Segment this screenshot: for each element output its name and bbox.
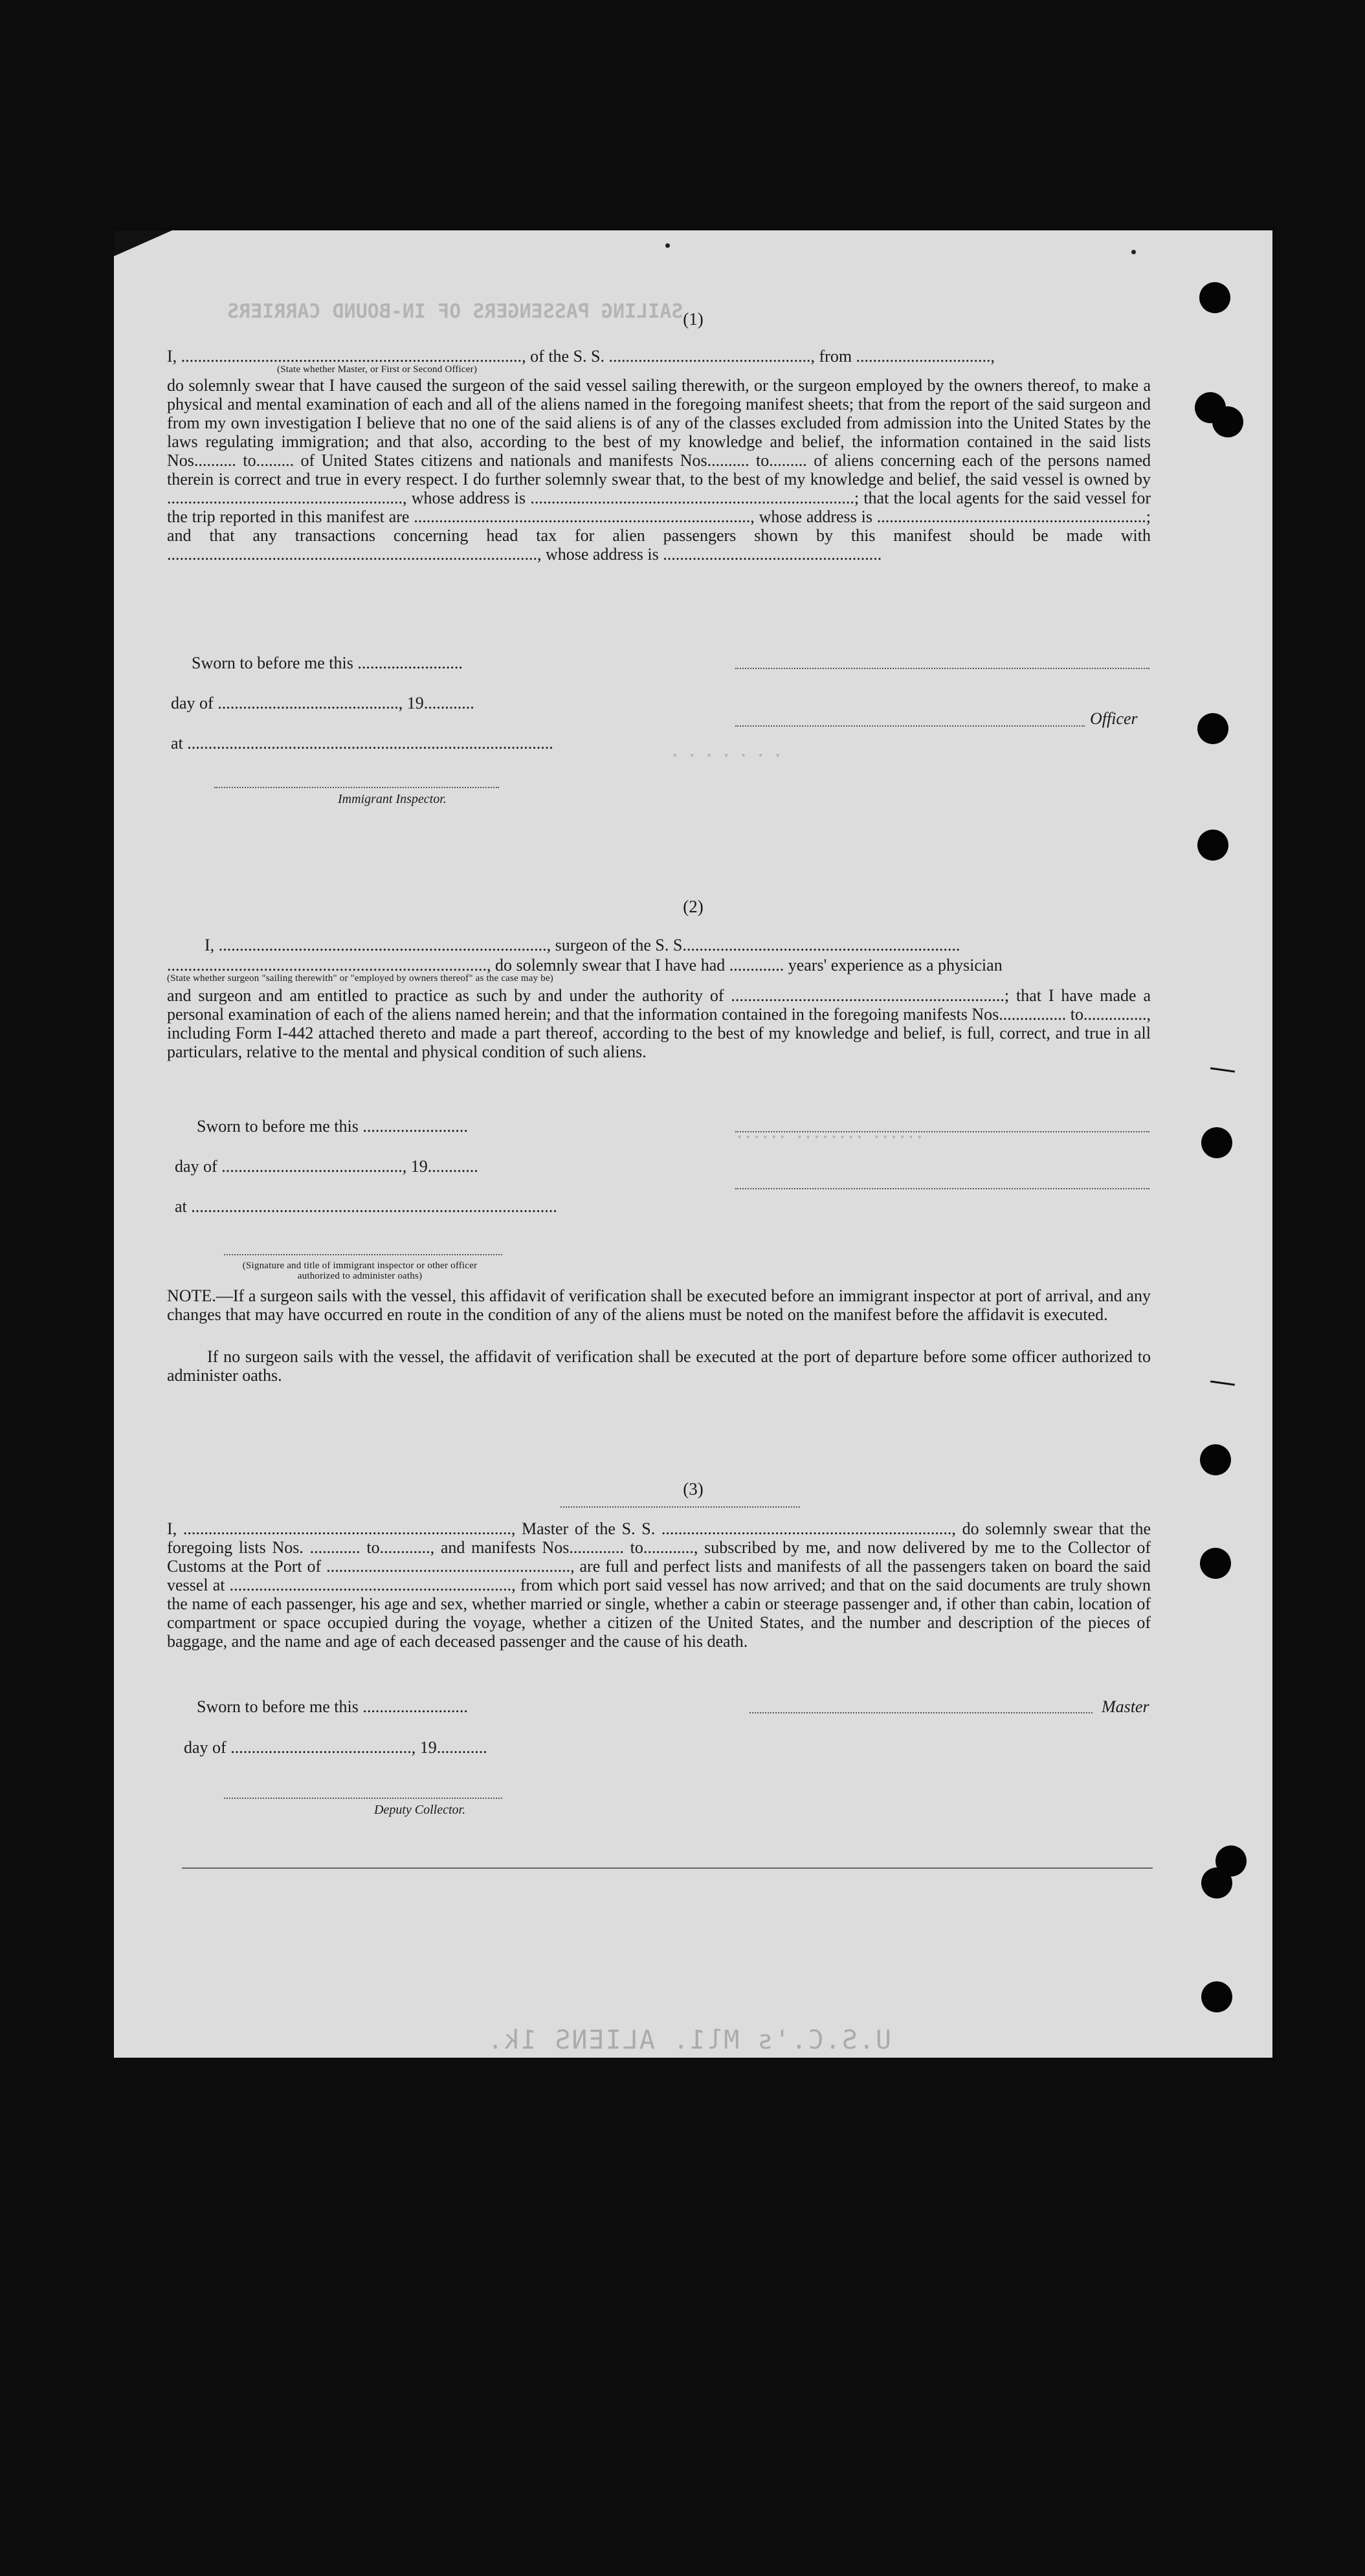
speck	[1131, 250, 1136, 254]
signature-note: (Signature and title of immigrant inspector or other officer authorized to administer oaths)	[242, 1260, 478, 1281]
officer-title: Officer	[1090, 709, 1138, 728]
section-number: (3)	[683, 1479, 704, 1499]
signature-title: Immigrant Inspector.	[338, 792, 447, 806]
punch-hole	[1201, 1981, 1232, 2012]
signature-line	[214, 787, 499, 788]
punch-hole	[1212, 406, 1243, 437]
punch-hole	[1201, 1127, 1232, 1158]
bleed-through-text: ······ ········ ······	[735, 1130, 924, 1146]
affidavit-master-body: do solemnly swear that I have caused the surgeon of the said vessel sailing therewith, or the surgeon employed by the owners thereof, to make a physical and mental examination of each and all of the aliens named in the foregoing manifest sheets; that from the report of the said surgeon and from my own investigation I believe that no one of the said aliens is of any of the classes excluded from admission into the United States by the laws regulating immigration; and that also, according to the best of my knowledge and belief, the information contained in the said lists Nos.......... to......... of United States citizens and nationals and manifests Nos.......... to......... of aliens concerning each of the persons named therein is correct and true in every respect. I do further solemnly swear that, to the best of my knowledge and belief, the said vessel is owned by ........................................................, whose address is .............................................................................; that the local agents for the said vessel for the trip reported in this manifest are ................................................................................, whose address is ................................................................; and that any transactions concerning head tax for alien passengers shown by this manifest should be made with ........................................................................................, whose address is ....................................................	[167, 376, 1151, 564]
rule	[182, 1867, 1153, 1869]
divider-dots	[560, 1506, 800, 1508]
signature-line	[735, 1188, 1149, 1189]
edge-mark	[1210, 1067, 1235, 1072]
day-line: day of ..........................................., 19............	[184, 1738, 487, 1757]
master-title: Master	[1102, 1697, 1149, 1716]
bleed-through-text: · · · · · · ·	[671, 748, 782, 764]
affidavit-collector-body: I, .............................................................................., Master of the S. S. ....................................................................., do solemnly swear that the foregoing lists Nos. ............ to............, and manifests Nos............. to............, subscribed by me, and now delivered by me to the Collector of Customs at the Port of .........................................................., are full and perfect lists and manifests of all the passengers taken on board the said vessel at ..................................................................., from which port said vessel has now arrived; and that on the said documents are truly shown the name of each passenger, his age and sex, whether married or single, whether a cabin or steerage passenger and, if other than cabin, location of compartment or space occupied during the voyage, whether a citizen of the United States, and the number and description of the pieces of baggage, and the name and age of each deceased passenger and the cause of his death.	[167, 1519, 1151, 1651]
day-line: day of ..........................................., 19............	[175, 1157, 478, 1176]
manifest-affidavit-page	[114, 230, 1272, 2058]
signature-title: Deputy Collector.	[374, 1803, 466, 1817]
signature-line	[749, 1712, 1093, 1713]
punch-hole	[1200, 1444, 1231, 1475]
punch-hole	[1197, 713, 1228, 744]
edge-mark	[1210, 1380, 1235, 1385]
section-number: (1)	[683, 309, 704, 329]
signature-line	[735, 1131, 1149, 1132]
signature-line	[735, 668, 1149, 669]
signature-line	[224, 1254, 502, 1255]
at-line: at .......................................................................................	[175, 1197, 557, 1216]
bleed-through-text: SAILING PASSENGERS OF IN-BOUND CARRIERS	[227, 300, 683, 323]
affidavit-surgeon-body: and surgeon and am entitled to practice as such by and under the authority of .................................................................; that I have made a personal examination of each of the aliens named herein; and that the information contained in the foregoing manifests Nos................ to..............., including Form I-442 attached thereto and made a part thereof, according to the best of my knowledge and belief, is full, correct, and true in all particulars, relative to the mental and physical condition of such aliens.	[167, 986, 1151, 1061]
note-paragraph: If no surgeon sails with the vessel, the affidavit of verification shall be executed at the port of departure before some officer authorized to administer oaths.	[167, 1347, 1151, 1385]
field-note: (State whether Master, or First or Second Officer)	[277, 364, 478, 375]
signature-line	[224, 1798, 502, 1799]
sworn-line: Sworn to before me this .........................	[192, 654, 463, 672]
torn-corner	[114, 230, 172, 256]
punch-hole	[1199, 282, 1230, 313]
punch-hole	[1201, 1867, 1232, 1899]
field-note: (State whether surgeon "sailing therewith" or "employed by owners thereof" as the case may be)	[167, 973, 554, 984]
punch-hole	[1200, 1548, 1231, 1579]
affidavit-surgeon-line: ............................................................................, do solemnly swear that I have had ............. years' experience as a physician	[167, 956, 1003, 974]
signature-line	[735, 725, 1085, 727]
affidavit-master-line: I, ................................................................................., of the S. S. ................................................, from ................................,	[167, 347, 995, 366]
affidavit-surgeon-line: I, .............................................................................., surgeon of the S. S..................................................................	[205, 936, 960, 954]
at-line: at .......................................................................................	[171, 734, 553, 753]
sworn-line: Sworn to before me this .........................	[197, 1697, 468, 1716]
punch-hole	[1197, 830, 1228, 861]
day-line: day of ..........................................., 19............	[171, 694, 474, 712]
note-paragraph: NOTE.—If a surgeon sails with the vessel, this affidavit of verification shall be executed before an immigrant inspector at port of arrival, and any changes that may have occurred en route in the condition of any of the aliens must be noted on the manifest before the affidavit is executed.	[167, 1286, 1151, 1324]
form-mark: U.S.C.'s Ml1. ALIENS 1k.	[486, 2025, 891, 2055]
sworn-line: Sworn to before me this .........................	[197, 1117, 468, 1136]
section-number: (2)	[683, 897, 704, 916]
speck	[665, 243, 670, 248]
